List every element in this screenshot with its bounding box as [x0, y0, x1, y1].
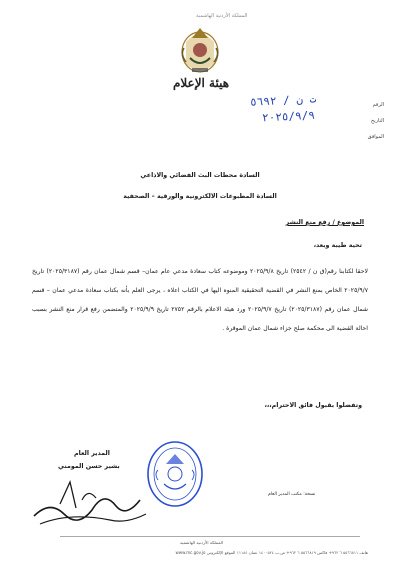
reference-number-value: ت ن / ٥٦٩٢	[249, 92, 317, 109]
letter-body: لاحقا لكتابنا رقم(ق ن / ٢٥٤٢) تاريخ ٢٠٢٥/٩/٨ وموضوعه كتاب سعادة مدعي عام عمان– قسم شمال عمان رقم (٢٠٢٥/٣١٨٧) تاريخ ٢٠٢٥/٩/٧ الخاص بمنع النشر في القضية التحقيقية المنوه اليها في الكتاب اعلاه ، يرجى العلم بأنه بكتاب سعادة مدعي عمان – قسم شمال عمان رقم (٢٠٢٥/٣١٨٧) تاريخ ٢٠٢٥/٩/٧ ورد هيئة الاعلام بالرقم ٢٧٥٢ تاريخ ٢٠٢٥/٩/٩ والمتضمن رفع قرار منع النشر بسبب احالة القضية الى محكمة صلح جزاء شمال عمان الموقرة .	[32, 268, 369, 332]
footer-address: المملكة الأردنية الهاشمية	[180, 540, 224, 545]
greeting: تحية طيبة وبعد،	[313, 242, 362, 249]
recipient-line-1: السادة محطات البث الفضائي والاذاعي	[140, 172, 260, 179]
footer-contact: هاتف ٥٥٦٦٨١١ ٦ ٩٦٢+ فاكس ٥٥٦٦٨١٩ ٦ ٩٦٢+ ص.ب ١٤٠٠٥٢٤ عمان ١١١٨٤ الموقع الإلكتروني www.mc.gov.jo	[175, 550, 368, 555]
reference-date-label: التاريخ	[371, 118, 384, 124]
copy-to-note: نسخة: مكتب المدير العام	[268, 492, 316, 497]
handwritten-signature-icon	[30, 470, 150, 530]
signatory-name: بشير حسن المومني	[58, 463, 120, 470]
kingdom-line: المملكة الأردنية الهاشمية	[196, 13, 248, 19]
jordan-emblem-icon	[180, 24, 220, 80]
signatory-title: المدير العام	[74, 450, 110, 457]
reference-number-label: الرقم	[372, 102, 384, 108]
organization-name: هيئة الإعلام	[172, 76, 230, 90]
recipient-line-2: السادة المطبوعات الالكترونية والورقية – الصحفية	[123, 193, 277, 200]
closing-line: وتفضلوا بقبول فائق الاحترام،،،	[264, 402, 362, 409]
footer-divider	[60, 536, 360, 537]
reference-date-value: ٢٠٢٥/٩/٩	[261, 108, 316, 125]
official-stamp-icon	[146, 440, 204, 508]
correspondence-label: الموافق	[367, 134, 384, 140]
subject-line: الموضوع / رفع منع النشر	[285, 219, 364, 226]
